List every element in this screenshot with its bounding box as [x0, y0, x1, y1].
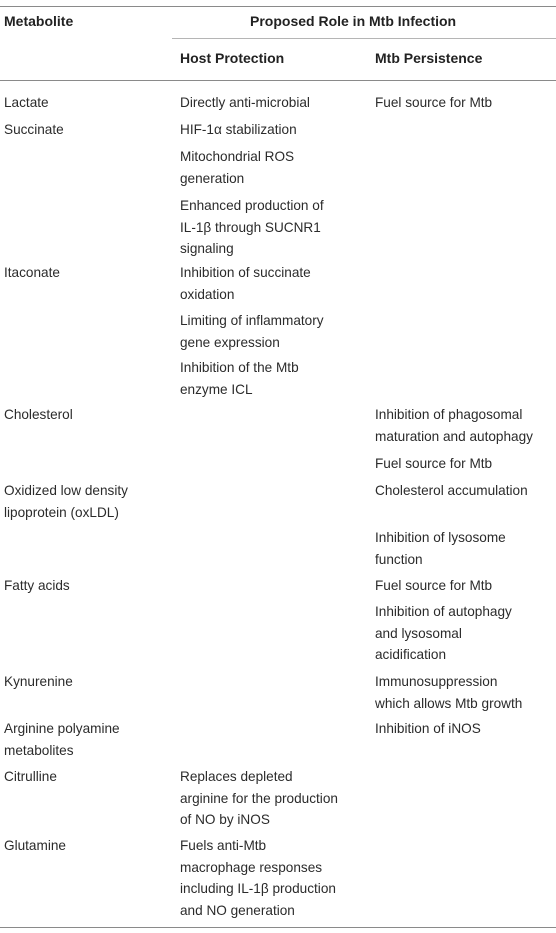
header-host-protection: Host Protection	[180, 50, 285, 66]
row-oxldl-mtb-2	[375, 527, 555, 570]
text-line: and lysosomal	[375, 625, 462, 641]
row-fatty-acids-metabolite: Fatty acids	[4, 578, 70, 593]
text-line: Replaces depleted	[180, 769, 293, 784]
header-bottom-rule	[0, 80, 556, 81]
text-line: macrophage responses	[180, 859, 323, 875]
header-proposed-role: Proposed Role in Mtb Infection	[250, 13, 457, 29]
row-cholesterol-mtb-2: Fuel source for Mtb	[375, 456, 493, 471]
row-succinate-host-3	[180, 195, 366, 260]
row-glutamine-metabolite: Glutamine	[4, 838, 66, 853]
row-arginine-metabolite	[4, 718, 164, 761]
text-line: gene expression	[180, 334, 280, 350]
text-line: and NO generation	[180, 902, 295, 918]
text-line: metabolites	[4, 742, 74, 758]
text-line: which allows Mtb growth	[375, 695, 523, 711]
text-line: lipoprotein (oxLDL)	[4, 504, 119, 520]
text-line: acidification	[375, 647, 447, 662]
row-fatty-acids-mtb-1: Fuel source for Mtb	[375, 578, 493, 593]
row-lactate-host-1: Directly anti-microbial	[180, 95, 310, 110]
row-fatty-acids-mtb-2	[375, 601, 555, 666]
row-citrulline-host-1	[180, 766, 366, 831]
text-line: Enhanced production of	[180, 198, 324, 213]
text-line: function	[375, 551, 423, 567]
text-line: Inhibition of succinate	[180, 265, 311, 280]
header-group-rule	[172, 38, 556, 39]
text-line: arginine for the production	[180, 790, 338, 806]
text-line: Inhibition of phagosomal	[375, 407, 523, 422]
text-line: Inhibition of the Mtb	[180, 360, 299, 375]
row-itaconate-host-2	[180, 310, 366, 353]
text-line: maturation and autophagy	[375, 428, 533, 444]
text-line: Mitochondrial ROS	[180, 149, 295, 164]
row-citrulline-metabolite: Citrulline	[4, 769, 57, 784]
text-line: Immunosuppression	[375, 674, 498, 689]
row-succinate-host-1: HIF-1α stabilization	[180, 122, 297, 137]
text-line: Inhibition of lysosome	[375, 530, 506, 545]
table-bottom-rule	[0, 927, 556, 928]
row-kynurenine-mtb-1	[375, 671, 555, 714]
text-line: Limiting of inflammatory	[180, 313, 324, 328]
row-glutamine-host-1	[180, 835, 366, 921]
row-lactate-metabolite: Lactate	[4, 95, 49, 110]
text-line: Arginine polyamine	[4, 721, 120, 736]
row-succinate-metabolite: Succinate	[4, 122, 64, 137]
row-cholesterol-metabolite: Cholesterol	[4, 407, 73, 422]
row-kynurenine-metabolite: Kynurenine	[4, 674, 73, 689]
row-arginine-mtb-1: Inhibition of iNOS	[375, 721, 481, 736]
row-succinate-host-2	[180, 146, 366, 189]
row-itaconate-host-3	[180, 357, 366, 400]
row-lactate-mtb-1: Fuel source for Mtb	[375, 95, 493, 110]
row-itaconate-metabolite: Itaconate	[4, 265, 60, 280]
text-line: generation	[180, 170, 245, 186]
table-top-rule	[0, 6, 556, 7]
text-line: signaling	[180, 241, 234, 256]
text-line: of NO by iNOS	[180, 812, 270, 827]
row-oxldl-mtb-1: Cholesterol accumulation	[375, 483, 528, 498]
header-metabolite: Metabolite	[4, 13, 74, 29]
text-line: Fuels anti-Mtb	[180, 838, 267, 853]
row-cholesterol-mtb-1	[375, 404, 555, 447]
row-oxldl-metabolite	[4, 480, 164, 523]
text-line: IL-1β through SUCNR1	[180, 219, 321, 235]
text-line: Inhibition of autophagy	[375, 604, 512, 619]
row-itaconate-host-1	[180, 262, 366, 305]
header-mtb-persistence: Mtb Persistence	[375, 50, 483, 66]
text-line: oxidation	[180, 286, 235, 302]
text-line: enzyme ICL	[180, 381, 253, 397]
text-line: Oxidized low density	[4, 483, 128, 498]
text-line: including IL-1β production	[180, 881, 336, 896]
